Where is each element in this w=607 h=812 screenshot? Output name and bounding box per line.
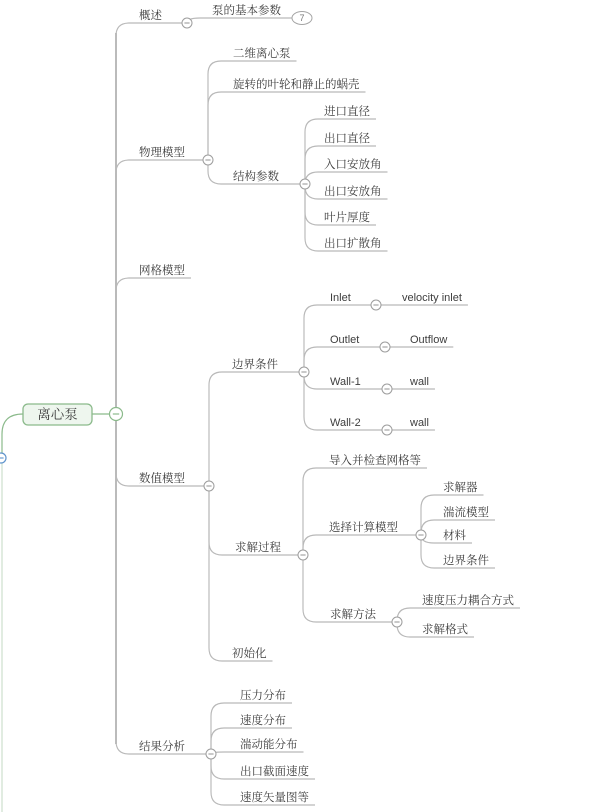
connector-impeller-volute xyxy=(208,92,366,160)
topic-label-solver[interactable]: 求解器 xyxy=(443,482,478,494)
topic-label-import-mesh[interactable]: 导入并检查网格等 xyxy=(329,455,421,467)
topic-label-outlet-angle[interactable]: 出口安放角 xyxy=(324,186,382,198)
topic-label-velocity-vectors[interactable]: 速度矢量图等 xyxy=(240,792,309,804)
node-physical xyxy=(139,145,213,165)
node-vp-coupling xyxy=(422,593,514,607)
node-layer xyxy=(0,3,514,804)
node-mesh xyxy=(139,263,185,277)
topic-label-outlet-diffuse[interactable]: 出口扩散角 xyxy=(324,238,382,250)
node-overview xyxy=(139,8,192,28)
topic-label-outlet-velocity[interactable]: 出口截面速度 xyxy=(240,766,309,778)
topic-label-wall-1[interactable]: Wall-1 xyxy=(330,376,361,388)
root-topic-label[interactable]: 离心泵 xyxy=(37,407,78,422)
node-inlet-angle xyxy=(324,157,382,171)
node-pressure-dist xyxy=(240,688,286,702)
node-velocity-dist xyxy=(240,713,286,727)
topic-label-material[interactable]: 材料 xyxy=(443,530,466,542)
node-outlet-diffuse xyxy=(324,236,382,250)
node-struct-params xyxy=(233,169,310,189)
topic-label-physical[interactable]: 物理模型 xyxy=(139,147,185,159)
topic-label-wall-2-type[interactable]: wall xyxy=(410,417,429,429)
topic-label-solve-process[interactable]: 求解过程 xyxy=(235,542,281,554)
connector-overview xyxy=(116,23,182,414)
topic-label-mesh[interactable]: 网格模型 xyxy=(139,265,185,277)
connector-tke-dist xyxy=(211,752,304,754)
topic-label-inlet-diameter[interactable]: 进口直径 xyxy=(324,106,370,118)
node-blade-thickness xyxy=(324,210,370,224)
node-outflow xyxy=(410,334,447,346)
node-solve-process xyxy=(235,540,308,560)
node-inlet-diameter xyxy=(324,104,370,118)
topic-label-outlet[interactable]: Outlet xyxy=(330,334,360,346)
collapsed-count-label: 7 xyxy=(299,13,305,23)
topic-label-tke-dist[interactable]: 湍动能分布 xyxy=(240,739,298,751)
topic-label-overview[interactable]: 概述 xyxy=(139,10,162,22)
topic-label-impeller-volute[interactable]: 旋转的叶轮和静止的蜗壳 xyxy=(233,79,360,91)
node-wall-2-type xyxy=(409,417,429,429)
node-turbulence-model xyxy=(443,505,489,519)
topic-label-outflow[interactable]: Outflow xyxy=(410,334,448,346)
node-wall-1 xyxy=(330,376,392,394)
topic-label-vp-coupling[interactable]: 速度压力耦合方式 xyxy=(422,595,514,607)
topic-label-boundary[interactable]: 边界条件 xyxy=(232,359,278,371)
node-velocity-vectors xyxy=(240,790,309,804)
topic-label-inlet[interactable]: Inlet xyxy=(330,292,351,304)
connector-inlet-diameter xyxy=(305,119,376,184)
connector-physical xyxy=(116,160,203,414)
node-pump-params xyxy=(212,3,312,25)
node-initialization xyxy=(232,646,267,660)
node-inlet xyxy=(330,292,381,310)
node-material xyxy=(443,528,466,542)
node-outlet-diameter xyxy=(324,131,370,145)
connector-select-model xyxy=(303,535,416,555)
node-outlet-velocity xyxy=(240,764,309,778)
connector-initialization xyxy=(209,486,273,661)
parent-node-stub xyxy=(0,453,6,463)
topic-label-inlet-angle[interactable]: 入口安放角 xyxy=(324,159,382,171)
topic-label-velocity-dist[interactable]: 速度分布 xyxy=(240,715,286,727)
node-wall-1-type xyxy=(409,376,429,388)
topic-label-solve-method[interactable]: 求解方法 xyxy=(330,609,376,621)
topic-label-results[interactable]: 结果分析 xyxy=(139,741,185,753)
topic-label-2d-pump[interactable]: 二维离心泵 xyxy=(233,48,291,60)
node-import-mesh xyxy=(329,453,421,467)
node-numerical xyxy=(139,471,214,491)
connector-inlet-angle xyxy=(305,172,388,184)
connector-vp-coupling xyxy=(397,608,520,622)
topic-label-blade-thickness[interactable]: 叶片厚度 xyxy=(324,212,370,224)
topic-label-wall-1-type[interactable]: wall xyxy=(410,376,429,388)
node-outlet-angle xyxy=(324,184,382,198)
topic-label-numerical[interactable]: 数值模型 xyxy=(139,473,185,485)
topic-label-struct-params[interactable]: 结构参数 xyxy=(233,171,279,183)
node-boundary-cond-2 xyxy=(443,553,489,567)
connector-mesh xyxy=(116,278,191,414)
connector-boundary xyxy=(209,372,299,486)
node-results xyxy=(139,739,216,759)
node-velocity-inlet xyxy=(402,292,462,304)
topic-label-turbulence-model[interactable]: 湍流模型 xyxy=(443,507,489,519)
topic-label-outlet-diameter[interactable]: 出口直径 xyxy=(324,133,370,145)
node-solve-method xyxy=(330,607,402,627)
connector-pump-params xyxy=(187,18,293,23)
node-boundary xyxy=(232,357,309,377)
topic-label-solve-scheme[interactable]: 求解格式 xyxy=(422,624,468,636)
connector-outlet xyxy=(304,347,380,372)
node-impeller-volute xyxy=(233,77,360,91)
node-2d-pump xyxy=(233,46,291,60)
node-outlet xyxy=(330,334,390,352)
connector-results xyxy=(116,414,206,754)
node-wall-2 xyxy=(330,417,392,435)
topic-label-boundary-cond-2[interactable]: 边界条件 xyxy=(443,555,489,567)
topic-label-wall-2[interactable]: Wall-2 xyxy=(330,417,361,429)
connector-2d-pump xyxy=(208,61,297,160)
topic-label-pressure-dist[interactable]: 压力分布 xyxy=(240,690,286,702)
parent-link-line xyxy=(2,414,23,453)
node-solver xyxy=(443,480,478,494)
node-select-model xyxy=(329,520,426,540)
topic-label-pump-params[interactable]: 泵的基本参数 xyxy=(212,5,281,17)
topic-label-velocity-inlet[interactable]: velocity inlet xyxy=(402,292,462,304)
topic-label-select-model[interactable]: 选择计算模型 xyxy=(329,522,398,534)
topic-label-initialization[interactable]: 初始化 xyxy=(232,648,267,660)
node-tke-dist xyxy=(240,737,298,751)
node-solve-scheme xyxy=(422,622,468,636)
connector-import-mesh xyxy=(303,468,427,555)
